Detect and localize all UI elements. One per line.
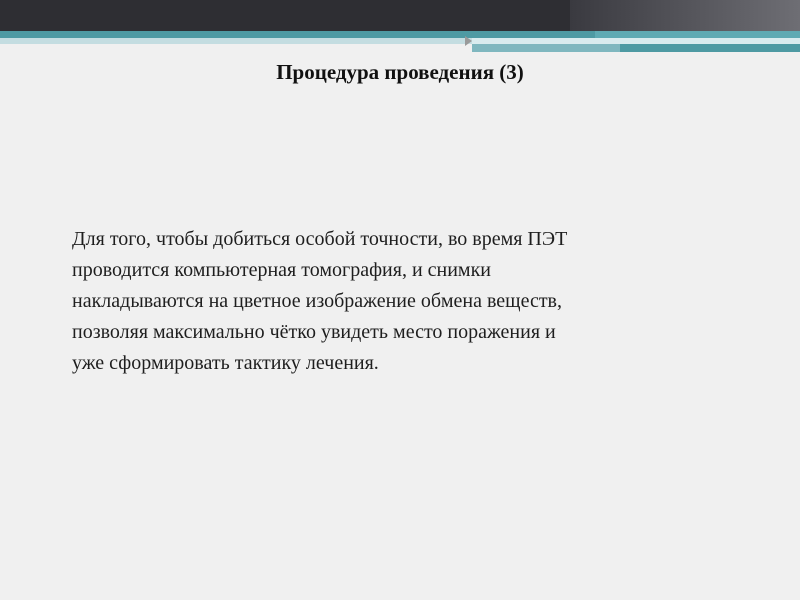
slide-title: Процедура проведения (3) [276, 60, 524, 84]
header-stripe-accent-right [620, 44, 800, 52]
triangle-marker-icon [465, 36, 472, 46]
slide-body-text: Для того, чтобы добиться особой точности, во время ПЭТ проводится компьютерная томография, и снимки накладываются на цветное изображение обмена веществ, позволяя максимально чётко увидеть место поражения и уже сформировать тактику лечения. [72, 228, 568, 374]
header-stripe-teal-right [595, 31, 800, 38]
header-band-gradient [570, 0, 800, 31]
